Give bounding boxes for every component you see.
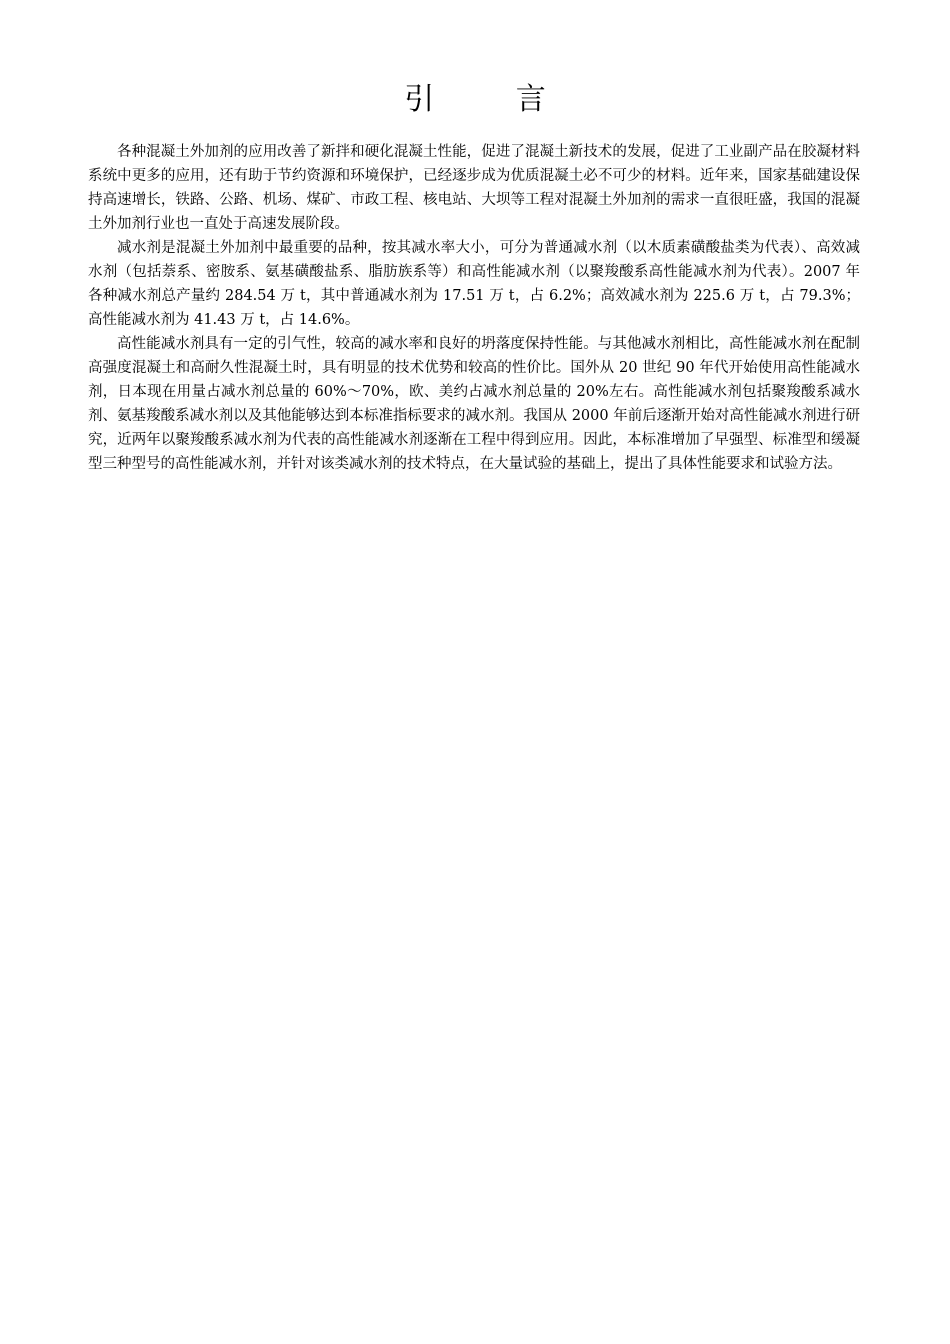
paragraph-2: 减水剂是混凝土外加剂中最重要的品种，按其减水率大小，可分为普通减水剂（以木质素磺酸盐类为代表）、高效减水剂（包括萘系、密胺系、氨基磺酸盐系、脂肪族系等）和高性能减水剂（以聚羧酸系高性能减水剂为代表）。2007 年各种减水剂总产量约 284.54 万 t，其中普通减水剂为 17.51 万 t，占 6.2%；高效减水剂为 225.6 万 t，占 79.3%；高性能减水剂为 41.43 万 t，占 14.6%。 [88,240,860,328]
paragraph-3: 高性能减水剂具有一定的引气性，较高的减水率和良好的坍落度保持性能。与其他减水剂相比，高性能减水剂在配制高强度混凝土和高耐久性混凝土时，具有明显的技术优势和较高的性价比。国外从 20 世纪 90 年代开始使用高性能减水剂，日本现在用量占减水剂总量的 60%～70%，欧、美约占减水剂总量的 20%左右。高性能减水剂包括聚羧酸系减水剂、氨基羧酸系减水剂以及其他能够达到本标准指标要求的减水剂。我国从 2000 年前后逐渐开始对高性能减水剂进行研究，近两年以聚羧酸系减水剂为代表的高性能减水剂逐渐在工程中得到应用。因此，本标准增加了早强型、标准型和缓凝型三种型号的高性能减水剂，并针对该类减水剂的技术特点，在大量试验的基础上，提出了具体性能要求和试验方法。 [88,336,860,472]
paragraph-1: 各种混凝土外加剂的应用改善了新拌和硬化混凝土性能，促进了混凝土新技术的发展，促进了工业副产品在胶凝材料系统中更多的应用，还有助于节约资源和环境保护，已经逐步成为优质混凝土必不可少的材料。近年来，国家基础建设保持高速增长，铁路、公路、机场、煤矿、市政工程、核电站、大坝等工程对混凝土外加剂的需求一直很旺盛，我国的混凝土外加剂行业也一直处于高速发展阶段。 [88,144,860,232]
body-text [88,140,860,476]
page-title: 引 言 [404,82,582,117]
